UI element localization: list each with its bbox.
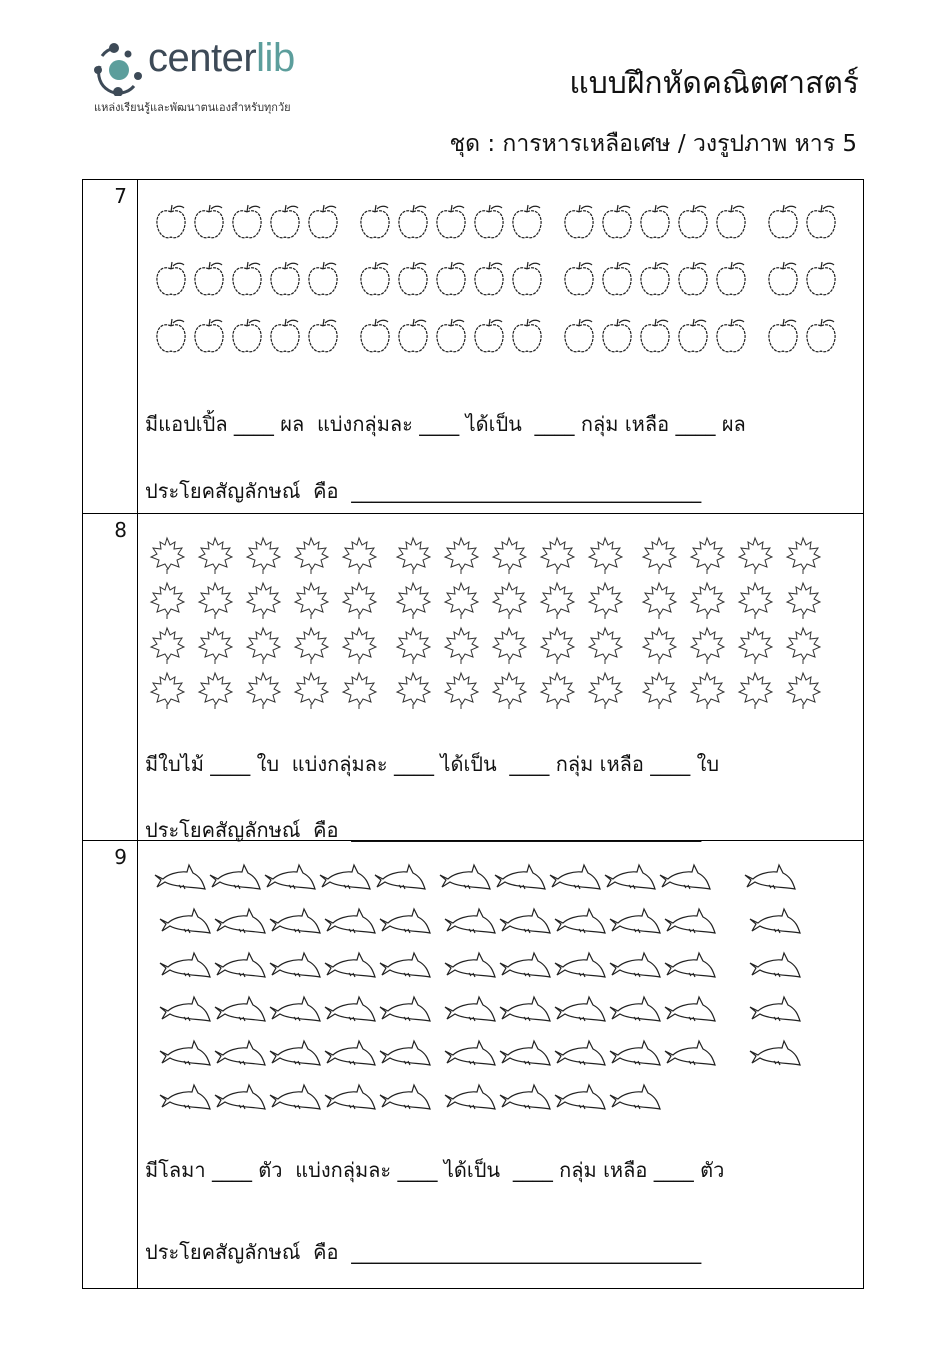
dolphin-icon bbox=[550, 865, 600, 889]
dolphin-icon bbox=[610, 909, 660, 933]
dolphin-icon bbox=[325, 909, 375, 933]
maple-leaf-icon bbox=[343, 538, 376, 574]
dolphin-icon bbox=[270, 997, 320, 1021]
apple-icon bbox=[769, 262, 797, 295]
maple-leaf-icon bbox=[445, 628, 478, 664]
apple-icon bbox=[195, 319, 223, 352]
apple-icon bbox=[399, 319, 427, 352]
apple-icon bbox=[271, 205, 299, 238]
apple-icon bbox=[309, 262, 337, 295]
apple-icon bbox=[641, 205, 669, 238]
apple-icon bbox=[717, 262, 745, 295]
apple-icon bbox=[361, 205, 389, 238]
maple-leaf-icon bbox=[397, 538, 430, 574]
dolphin-icon bbox=[160, 953, 210, 977]
problem-number: 9 bbox=[114, 845, 127, 869]
dolphin-icon bbox=[215, 909, 265, 933]
apple-icon bbox=[769, 319, 797, 352]
apple-icon bbox=[679, 319, 707, 352]
apple-icon bbox=[157, 262, 185, 295]
maple-leaf-icon bbox=[199, 538, 232, 574]
question-line: มีโลมา ____ ตัว แบ่งกลุ่มละ ____ ได้เป็น ____ กลุ่ม เหลือ ____ ตัว bbox=[145, 1158, 725, 1182]
dolphin-icon bbox=[610, 1041, 660, 1065]
dolphin-icon bbox=[610, 953, 660, 977]
dolphin-icon bbox=[605, 865, 655, 889]
maple-leaf-icon bbox=[199, 673, 232, 709]
leaf-pictures bbox=[83, 514, 863, 840]
dolphin-icon bbox=[440, 865, 490, 889]
maple-leaf-icon bbox=[493, 538, 526, 574]
dolphin-icon bbox=[500, 1041, 550, 1065]
page-subtitle: ชุด : การหารเหลือเศษ / วงรูปภาพ หาร 5 bbox=[449, 131, 857, 157]
logo-molecule-icon bbox=[92, 42, 146, 96]
apple-icon bbox=[679, 205, 707, 238]
dolphin-icon bbox=[215, 997, 265, 1021]
equation-line: ประโยคสัญลักษณ์ คือ ___________________________________ bbox=[145, 1240, 702, 1264]
maple-leaf-icon bbox=[541, 538, 574, 574]
dolphin-icon bbox=[380, 1041, 430, 1065]
dolphin-icon bbox=[270, 909, 320, 933]
maple-leaf-icon bbox=[589, 583, 622, 619]
dolphin-icon bbox=[500, 909, 550, 933]
maple-leaf-icon bbox=[295, 538, 328, 574]
apple-icon bbox=[807, 205, 835, 238]
maple-leaf-icon bbox=[343, 673, 376, 709]
dolphin-icon bbox=[610, 997, 660, 1021]
maple-leaf-icon bbox=[589, 538, 622, 574]
dolphin-icon bbox=[665, 1041, 715, 1065]
apple-icon bbox=[475, 262, 503, 295]
maple-leaf-icon bbox=[247, 538, 280, 574]
dolphin-icon bbox=[160, 1085, 210, 1109]
maple-leaf-icon bbox=[445, 583, 478, 619]
apple-icon bbox=[157, 205, 185, 238]
maple-leaf-icon bbox=[541, 673, 574, 709]
apple-icon bbox=[475, 319, 503, 352]
dolphin-icon bbox=[555, 953, 605, 977]
dolphin-icon bbox=[555, 1041, 605, 1065]
maple-leaf-icon bbox=[397, 628, 430, 664]
maple-leaf-icon bbox=[295, 628, 328, 664]
apple-icon bbox=[807, 319, 835, 352]
apple-icon bbox=[603, 205, 631, 238]
maple-leaf-icon bbox=[787, 628, 820, 664]
problem-8 bbox=[83, 514, 863, 841]
dolphin-icon bbox=[665, 997, 715, 1021]
apple-icon bbox=[309, 205, 337, 238]
dolphin-icon bbox=[270, 1085, 320, 1109]
dolphin-icon bbox=[445, 997, 495, 1021]
apple-icon bbox=[513, 319, 541, 352]
apple-icon bbox=[195, 205, 223, 238]
maple-leaf-icon bbox=[247, 673, 280, 709]
maple-leaf-icon bbox=[739, 538, 772, 574]
maple-leaf-icon bbox=[151, 538, 184, 574]
dolphin-icon bbox=[750, 997, 800, 1021]
dolphin-icon bbox=[555, 1085, 605, 1109]
logo-text-accent: lib bbox=[256, 36, 295, 80]
maple-leaf-icon bbox=[343, 583, 376, 619]
apple-icon bbox=[565, 319, 593, 352]
maple-leaf-icon bbox=[691, 628, 724, 664]
apple-icon bbox=[717, 319, 745, 352]
dolphin-icon bbox=[325, 953, 375, 977]
problem-number: 7 bbox=[114, 184, 127, 208]
maple-leaf-icon bbox=[295, 673, 328, 709]
dolphin-icon bbox=[210, 865, 260, 889]
maple-leaf-icon bbox=[691, 583, 724, 619]
dolphin-icon bbox=[665, 909, 715, 933]
maple-leaf-icon bbox=[151, 583, 184, 619]
maple-leaf-icon bbox=[643, 583, 676, 619]
dolphin-icon bbox=[215, 1041, 265, 1065]
dolphin-icon bbox=[555, 909, 605, 933]
maple-leaf-icon bbox=[541, 628, 574, 664]
maple-leaf-icon bbox=[739, 673, 772, 709]
dolphin-icon bbox=[325, 997, 375, 1021]
apple-icon bbox=[565, 262, 593, 295]
dolphin-icon bbox=[375, 865, 425, 889]
apple-icon bbox=[565, 205, 593, 238]
page-title: แบบฝึกหัดคณิตศาสตร์ bbox=[569, 66, 859, 101]
maple-leaf-icon bbox=[787, 583, 820, 619]
dolphin-icon bbox=[325, 1041, 375, 1065]
maple-leaf-icon bbox=[151, 628, 184, 664]
dolphin-icon bbox=[660, 865, 710, 889]
dolphin-icon bbox=[445, 1085, 495, 1109]
maple-leaf-icon bbox=[643, 673, 676, 709]
problem-9 bbox=[83, 841, 863, 1288]
apple-icon bbox=[271, 319, 299, 352]
maple-leaf-icon bbox=[643, 628, 676, 664]
maple-leaf-icon bbox=[247, 628, 280, 664]
problem-number: 8 bbox=[114, 518, 127, 542]
dolphin-icon bbox=[160, 1041, 210, 1065]
question-line: มีแอปเปิ้ล ____ ผล แบ่งกลุ่มละ ____ ได้เป็น ____ กลุ่ม เหลือ ____ ผล bbox=[145, 412, 746, 436]
maple-leaf-icon bbox=[199, 583, 232, 619]
maple-leaf-icon bbox=[691, 673, 724, 709]
dolphin-icon bbox=[445, 953, 495, 977]
maple-leaf-icon bbox=[787, 538, 820, 574]
dolphin-icon bbox=[750, 953, 800, 977]
dolphin-icon bbox=[750, 1041, 800, 1065]
maple-leaf-icon bbox=[493, 583, 526, 619]
maple-leaf-icon bbox=[445, 538, 478, 574]
apple-icon bbox=[233, 262, 261, 295]
apple-icon bbox=[807, 262, 835, 295]
logo-text: center bbox=[148, 36, 257, 80]
dolphin-icon bbox=[380, 953, 430, 977]
dolphin-icon bbox=[555, 997, 605, 1021]
maple-leaf-icon bbox=[397, 583, 430, 619]
dolphin-icon bbox=[445, 1041, 495, 1065]
apple-pictures bbox=[83, 180, 863, 513]
dolphin-icon bbox=[610, 1085, 660, 1109]
maple-leaf-icon bbox=[589, 628, 622, 664]
dolphin-icon bbox=[500, 953, 550, 977]
apple-icon bbox=[399, 205, 427, 238]
apple-icon bbox=[233, 205, 261, 238]
question-line: มีใบไม้ ____ ใบ แบ่งกลุ่มละ ____ ได้เป็น ____ กลุ่ม เหลือ ____ ใบ bbox=[145, 752, 720, 776]
apple-icon bbox=[641, 319, 669, 352]
maple-leaf-icon bbox=[247, 583, 280, 619]
apple-icon bbox=[513, 262, 541, 295]
apple-icon bbox=[157, 319, 185, 352]
dolphin-icon bbox=[320, 865, 370, 889]
apple-icon bbox=[195, 262, 223, 295]
dolphin-icon bbox=[160, 997, 210, 1021]
apple-icon bbox=[233, 319, 261, 352]
dolphin-icon bbox=[495, 865, 545, 889]
maple-leaf-icon bbox=[589, 673, 622, 709]
problem-7 bbox=[83, 180, 863, 514]
dolphin-icon bbox=[160, 909, 210, 933]
equation-line: ประโยคสัญลักษณ์ คือ ___________________________________ bbox=[145, 479, 702, 503]
apple-icon bbox=[679, 262, 707, 295]
maple-leaf-icon bbox=[493, 673, 526, 709]
exercise-table bbox=[82, 179, 864, 1289]
dolphin-icon bbox=[265, 865, 315, 889]
maple-leaf-icon bbox=[541, 583, 574, 619]
dolphin-icon bbox=[215, 1085, 265, 1109]
maple-leaf-icon bbox=[295, 583, 328, 619]
dolphin-icon bbox=[270, 953, 320, 977]
apple-icon bbox=[475, 205, 503, 238]
apple-icon bbox=[641, 262, 669, 295]
maple-leaf-icon bbox=[343, 628, 376, 664]
apple-icon bbox=[603, 262, 631, 295]
maple-leaf-icon bbox=[643, 538, 676, 574]
apple-icon bbox=[271, 262, 299, 295]
maple-leaf-icon bbox=[397, 673, 430, 709]
dolphin-icon bbox=[665, 953, 715, 977]
dolphin-icon bbox=[500, 1085, 550, 1109]
apple-icon bbox=[603, 319, 631, 352]
maple-leaf-icon bbox=[199, 628, 232, 664]
apple-icon bbox=[437, 262, 465, 295]
maple-leaf-icon bbox=[739, 628, 772, 664]
dolphin-icon bbox=[215, 953, 265, 977]
dolphin-icon bbox=[500, 997, 550, 1021]
dolphin-icon bbox=[380, 1085, 430, 1109]
dolphin-icon bbox=[325, 1085, 375, 1109]
dolphin-icon bbox=[380, 997, 430, 1021]
maple-leaf-icon bbox=[787, 673, 820, 709]
dolphin-icon bbox=[155, 865, 205, 889]
logo-tagline: แหล่งเรียนรู้และพัฒนาตนเองสำหรับทุกวัย bbox=[94, 101, 291, 114]
dolphin-icon bbox=[745, 865, 795, 889]
centerlib-logo bbox=[92, 36, 295, 114]
apple-icon bbox=[361, 319, 389, 352]
apple-icon bbox=[309, 319, 337, 352]
maple-leaf-icon bbox=[151, 673, 184, 709]
equation-line: ประโยคสัญลักษณ์ คือ ___________________________________ bbox=[145, 818, 702, 842]
apple-icon bbox=[769, 205, 797, 238]
apple-icon bbox=[437, 319, 465, 352]
dolphin-pictures bbox=[83, 841, 863, 1288]
maple-leaf-icon bbox=[445, 673, 478, 709]
maple-leaf-icon bbox=[691, 538, 724, 574]
apple-icon bbox=[717, 205, 745, 238]
dolphin-icon bbox=[270, 1041, 320, 1065]
dolphin-icon bbox=[380, 909, 430, 933]
apple-icon bbox=[399, 262, 427, 295]
maple-leaf-icon bbox=[493, 628, 526, 664]
dolphin-icon bbox=[750, 909, 800, 933]
dolphin-icon bbox=[445, 909, 495, 933]
maple-leaf-icon bbox=[739, 583, 772, 619]
apple-icon bbox=[513, 205, 541, 238]
apple-icon bbox=[437, 205, 465, 238]
apple-icon bbox=[361, 262, 389, 295]
